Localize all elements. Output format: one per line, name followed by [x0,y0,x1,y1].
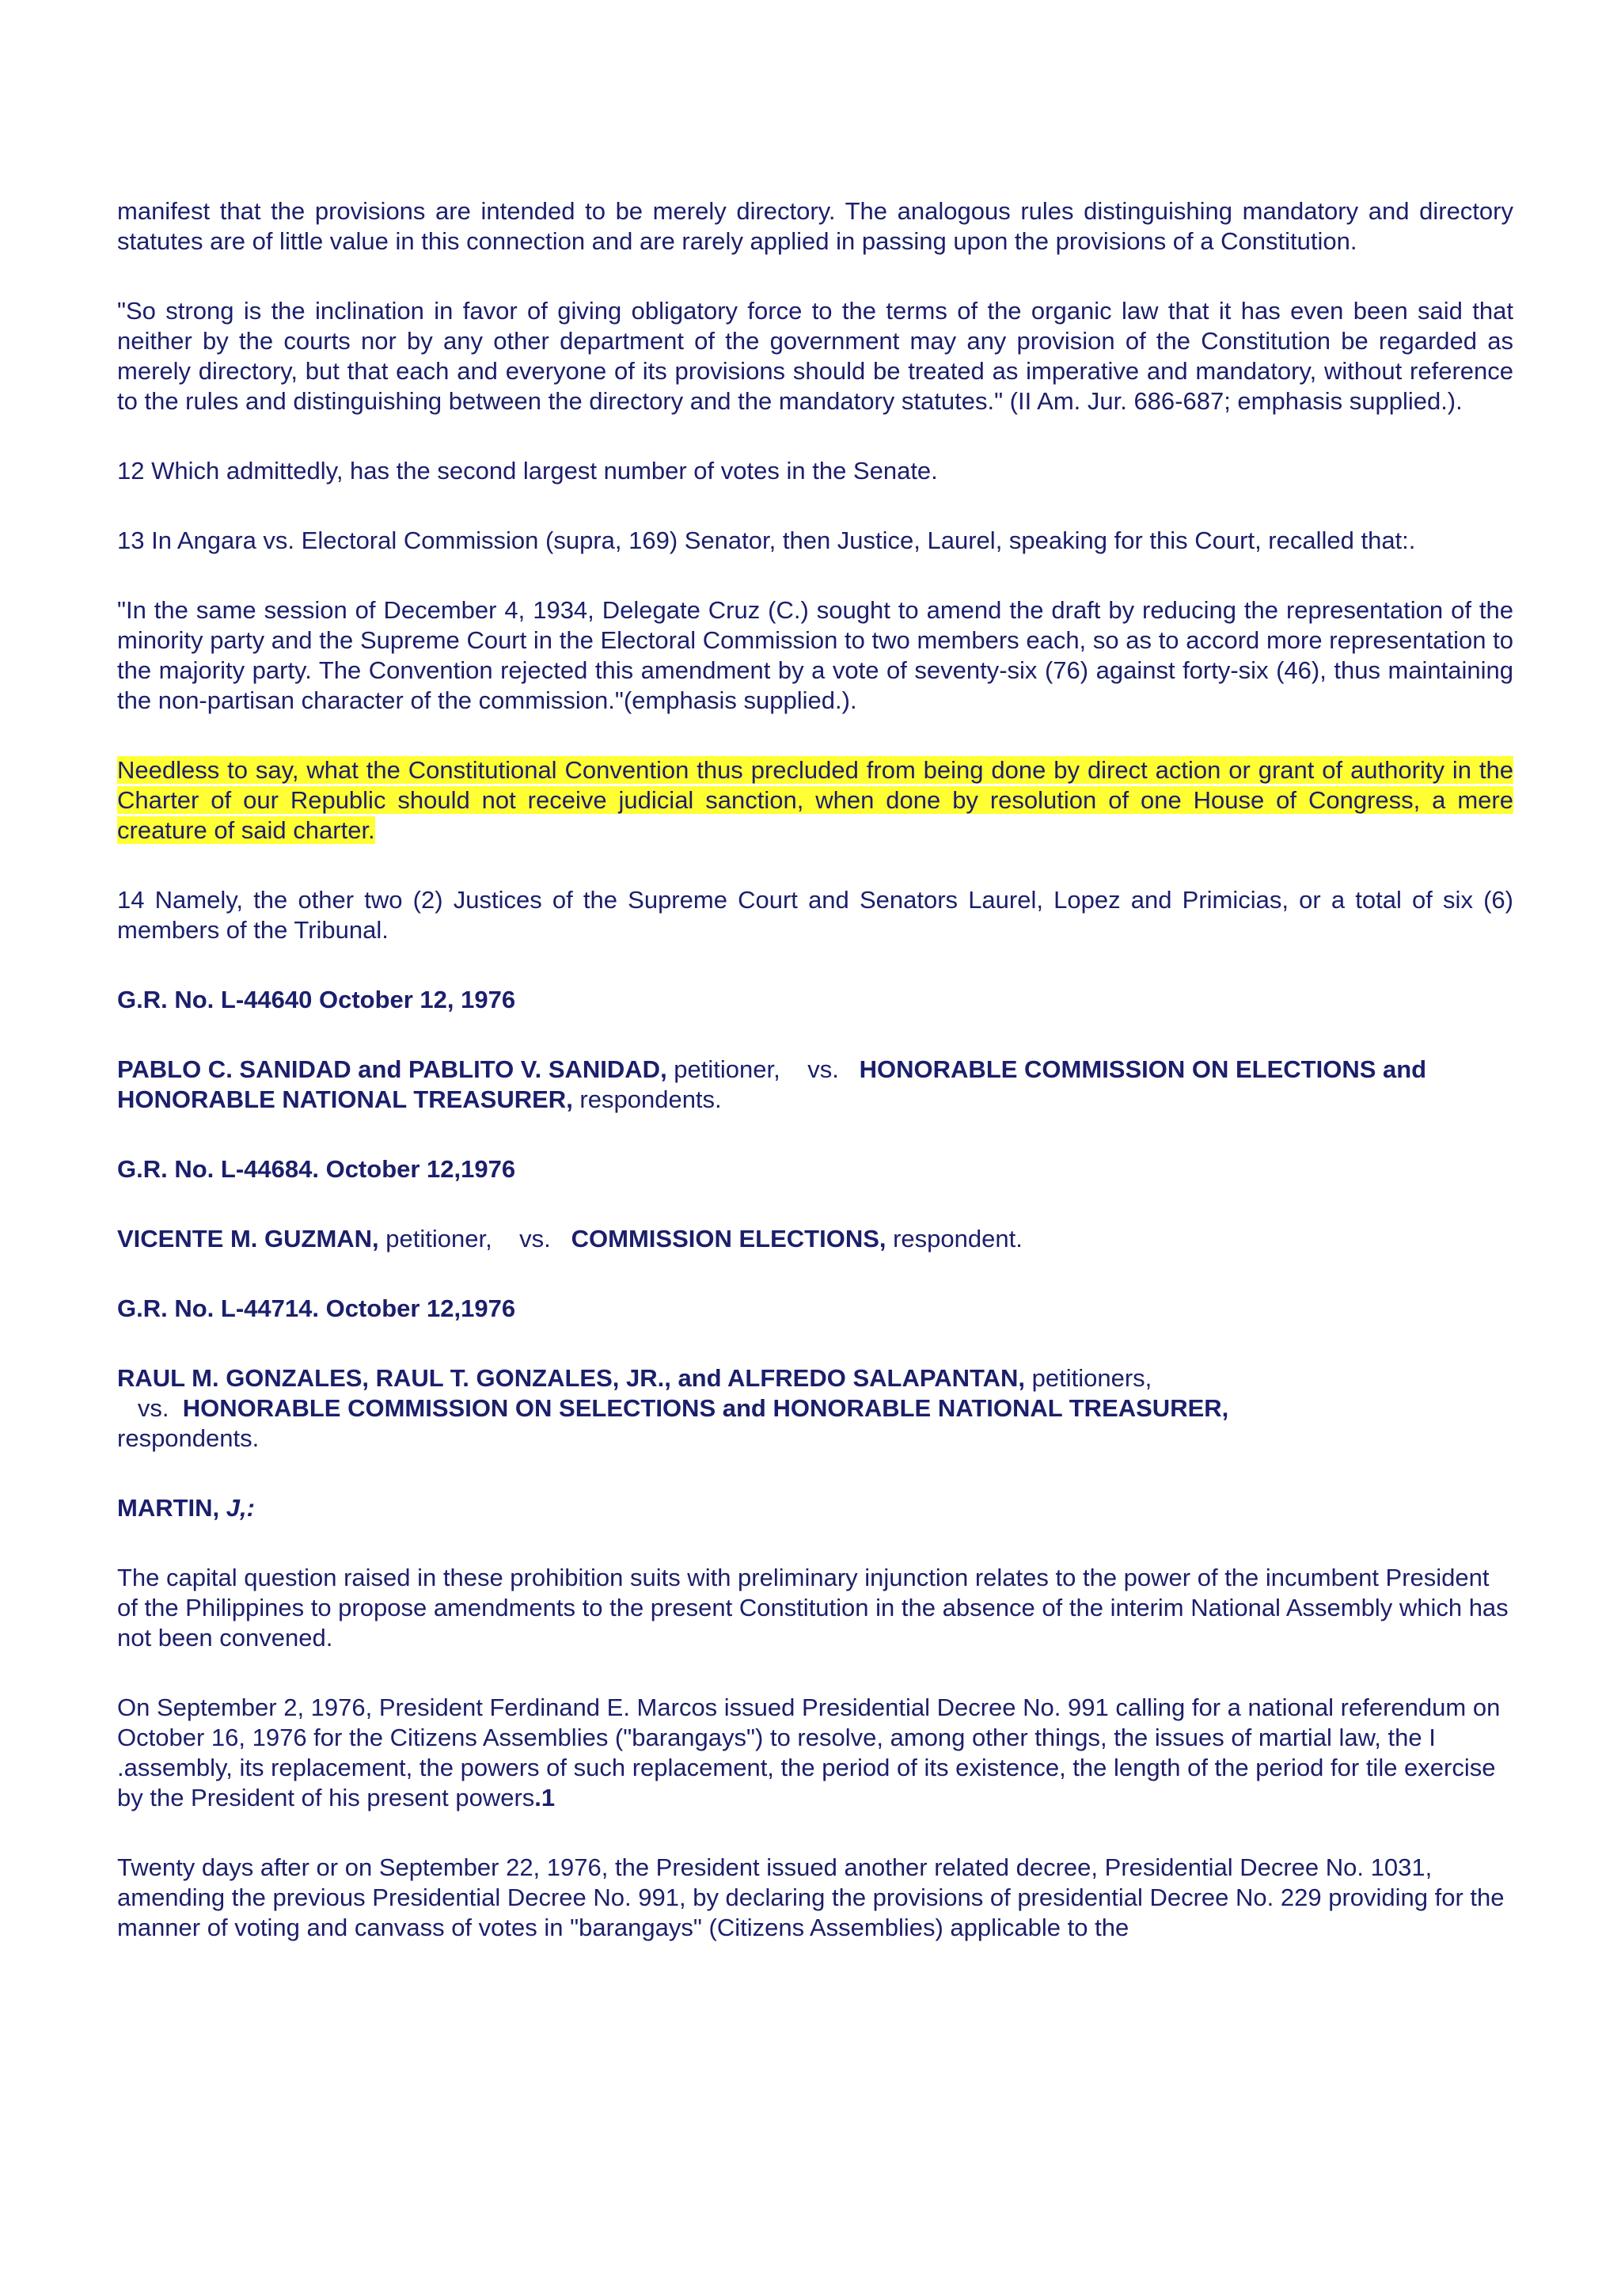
author-name: MARTIN, [117,1494,226,1522]
petitioner-names: PABLO C. SANIDAD and PABLITO V. SANIDAD, [117,1055,667,1083]
petitioner-role: petitioner, [378,1225,492,1253]
case-number [117,1294,1513,1324]
case-number [117,985,1513,1015]
case-number-text: G.R. No. L-44640 October 12, 1976 [117,986,516,1013]
paragraph: manifest that the provisions are intended to be merely directory. The analogous rules distinguishing mandatory and directory statutes are of little value in this connection and are rarely applied in passing upon the provisions of a Constitution. [117,197,1513,255]
author-title: J,: [226,1494,255,1522]
footnote-13: 13 In Angara vs. Electoral Commission (supra, 169) Senator, then Justice, Laurel, speaking for this Court, recalled that:. [117,526,1416,554]
case-parties [117,1363,1513,1454]
petitioner-names: VICENTE M. GUZMAN, [117,1225,379,1253]
case-parties [117,1224,1513,1254]
respondent-role: respondents. [117,1424,260,1452]
respondent-role: respondent. [886,1225,1023,1253]
highlight-text: Needless to say, what the Constitutional Convention thus precluded from being done by direct action or grant of authority in the Charter of our Republic should not receive judicial sanction, when done by resolution of one House of Congress, a mere creature of said charter. [117,756,1513,844]
opinion-text: On September 2, 1976, President Ferdinand E. Marcos issued Presidential Decree No. 991 calling for a national referendum on October 16, 1976 for the Citizens Assemblies ("barangays") to resolve, among other things, the issues of martial law, the I .assembly, its replacement, the powers of such replacement, the period of its existence, the length of the period for tile exercise by the President of his present powers [117,1693,1501,1811]
document-page [117,196,1513,1982]
opinion-author [117,1493,1513,1523]
opinion-paragraph: Twenty days after or on September 22, 1976, the President issued another related decree, Presidential Decree No. 1031, amending the previous Presidential Decree No. 991, by declaring the provisions of presidential Decree No. 229 providing for the manner of voting and canvass of votes in "barangays" (Citizens Assemblies) applicable to the [117,1853,1505,1941]
quote-paragraph: "In the same session of December 4, 1934, Delegate Cruz (C.) sought to amend the draft by reducing the representation of the minority party and the Supreme Court in the Electoral Commission to two members each, so as to accord more representation to the majority party. The Convention rejected this amendment by a vote of seventy-six (76) against forty-six (46), thus maintaining the non-partisan character of the commission."(emphasis supplied.). [117,596,1513,714]
versus: vs. [807,1055,839,1083]
opinion-paragraph [117,1693,1513,1813]
petitioner-role: petitioners, [1025,1364,1152,1392]
opinion-paragraph: The capital question raised in these prohibition suits with preliminary injunction relates to the power of the incumbent President of the Philippines to propose amendments to the present Constitution in the absence of the interim National Assembly which has not been convened. [117,1564,1509,1652]
respondent-names: HONORABLE COMMISSION ON SELECTIONS and HONORABLE NATIONAL TREASURER, [182,1394,1229,1422]
respondent-names: HONORABLE COMMISSION ON ELECTIONS and HONORABLE NATIONAL TREASURER, [117,1055,1427,1113]
case-parties [117,1055,1513,1115]
footnote-12: 12 Which admittedly, has the second largest number of votes in the Senate. [117,457,938,485]
petitioner-role: petitioner, [666,1055,780,1083]
versus: vs. [519,1225,551,1253]
footnote-ref: .1 [534,1784,556,1811]
respondent-names: COMMISSION ELECTIONS, [571,1225,886,1253]
respondent-role: respondents. [572,1085,722,1113]
highlighted-paragraph [117,755,1513,846]
petitioner-names: RAUL M. GONZALES, RAUL T. GONZALES, JR., and ALFREDO SALAPANTAN, [117,1364,1026,1392]
footnote-14: 14 Namely, the other two (2) Justices of the Supreme Court and Senators Laurel, Lopez and Primicias, or a total of six (6) members of the Tribunal. [117,886,1513,944]
quote-paragraph: "So strong is the inclination in favor of giving obligatory force to the terms of the organic law that it has even been said that neither by the courts nor by any other department of the government may any provision of the Constitution be regarded as merely directory, but that each and everyone of its provisions should be treated as imperative and mandatory, without reference to the rules and distinguishing between the directory and the mandatory statutes." (II Am. Jur. 686-687; emphasis supplied.). [117,297,1513,415]
case-number [117,1154,1513,1184]
versus: vs. [137,1394,169,1422]
case-number-text: G.R. No. L-44684. October 12,1976 [117,1155,516,1183]
case-number-text: G.R. No. L-44714. October 12,1976 [117,1294,516,1322]
